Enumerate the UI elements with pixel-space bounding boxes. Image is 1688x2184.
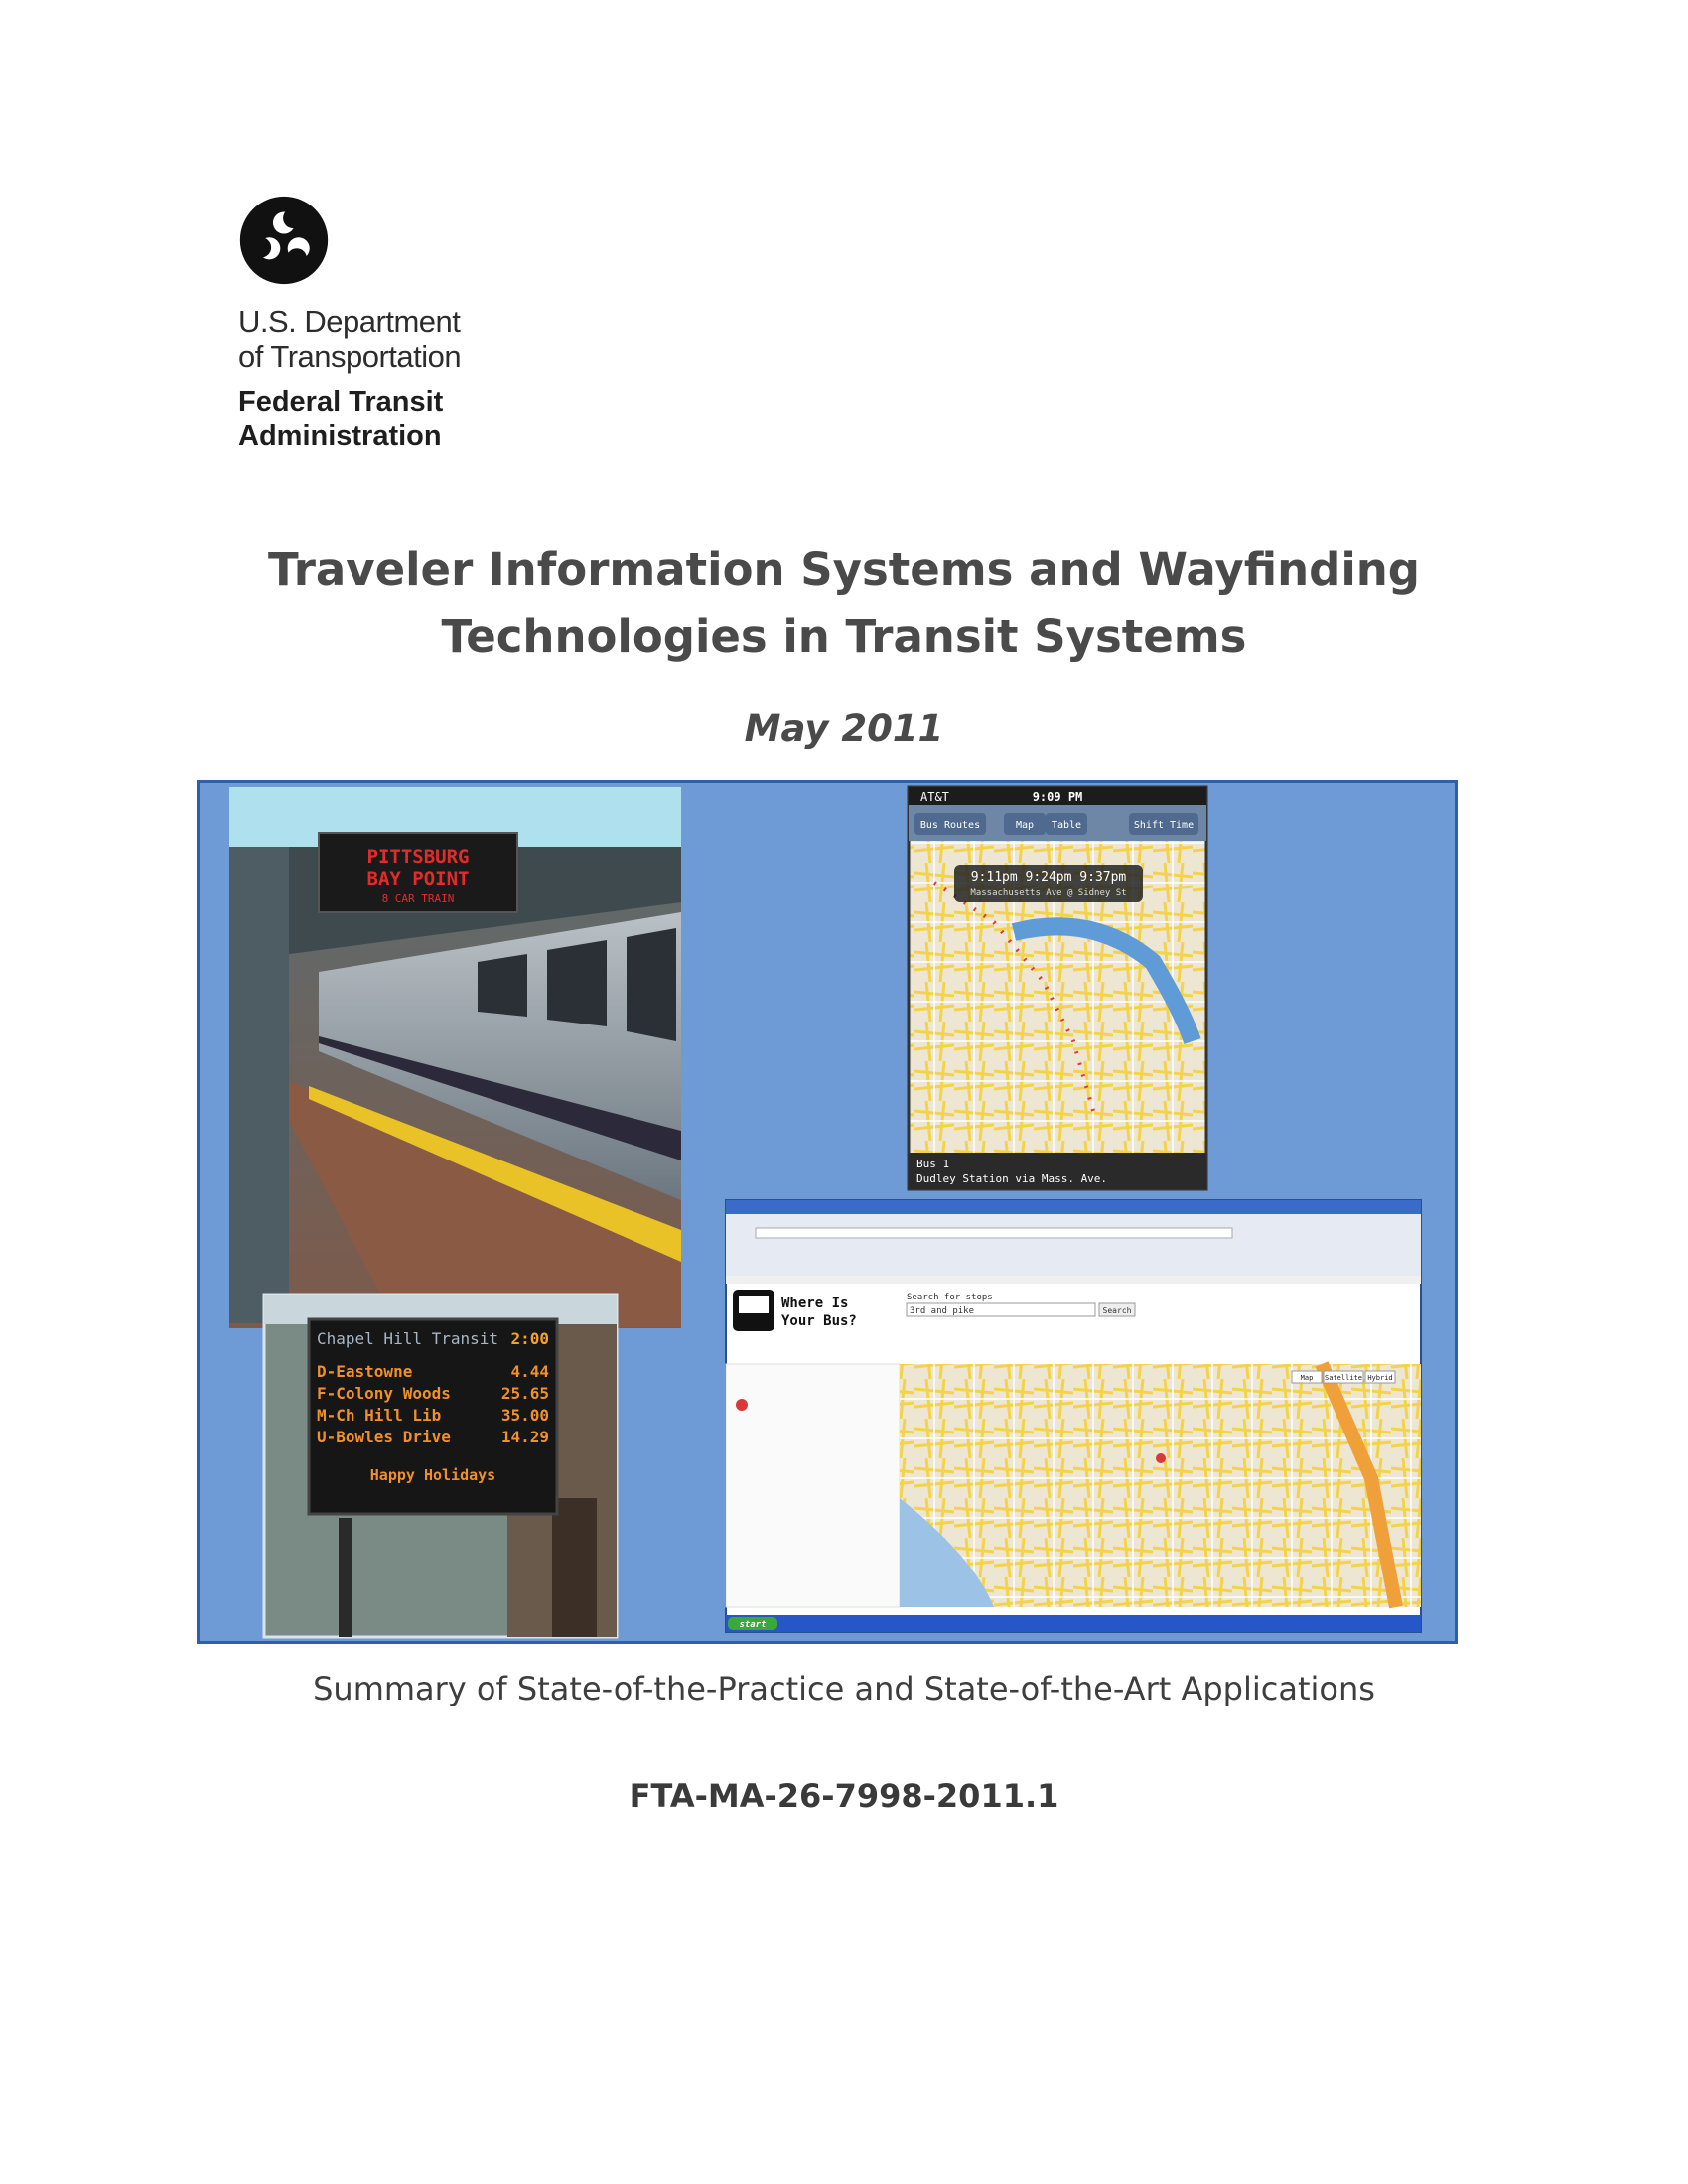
agency-name: [238, 304, 461, 453]
phone-stop-name: Massachusetts Ave @ Sidney St: [970, 888, 1127, 898]
train-sign-line-2: BAY POINT: [366, 868, 470, 889]
train-platform-photo: [229, 787, 681, 1328]
board-footer: Happy Holidays: [369, 1466, 496, 1484]
web-map-btn-satellite: Satellite: [1325, 1374, 1362, 1382]
agency-line-1: U.S. Department: [238, 304, 461, 339]
board-clock: 2:00: [510, 1329, 549, 1348]
phone-btn-map: Map: [1015, 820, 1035, 831]
report-number: FTA-MA-26-7998-2011.1: [629, 1777, 1059, 1815]
report-subtitle: Summary of State-of-the-Practice and State-of-the-Art Applications: [313, 1670, 1375, 1707]
cover-photo-collage: [197, 780, 1458, 1644]
departure-board-photo: [264, 1295, 617, 1637]
train-sign-line-1: PITTSBURG: [366, 846, 470, 868]
title-line-1: Traveler Information Systems and Wayfinding: [267, 543, 1421, 596]
phone-time: 9:09 PM: [1032, 790, 1083, 804]
report-date: May 2011: [744, 707, 944, 750]
report-title: [0, 536, 1688, 671]
web-search-value: 3rd and pike: [910, 1306, 975, 1316]
web-search-label: Search for stops: [907, 1293, 993, 1302]
agency-line-2: of Transportation: [238, 340, 462, 374]
collage-illustration: [200, 783, 1455, 1641]
smartphone-screenshot: [909, 787, 1206, 1189]
agency-line-4: Administration: [238, 420, 442, 452]
dot-logo: [238, 195, 330, 291]
board-row-3-min: 35.00: [500, 1406, 549, 1425]
web-brand-line-1: Where Is: [781, 1296, 849, 1311]
phone-btn-table: Table: [1051, 820, 1082, 831]
board-row-3-dest: M-Ch Hill Lib: [317, 1406, 442, 1425]
phone-btn-shift-time: Shift Time: [1133, 820, 1195, 831]
board-row-4-dest: U-Bowles Drive: [317, 1428, 451, 1446]
phone-carrier: AT&T: [920, 790, 949, 804]
agency-line-3: Federal Transit: [238, 386, 444, 418]
phone-arrival-times: 9:11pm 9:24pm 9:37pm: [970, 870, 1127, 885]
where-is-your-bus-web-screenshot: [726, 1200, 1421, 1632]
web-search-button: Search: [1102, 1306, 1132, 1315]
board-row-1-dest: D-Eastowne: [317, 1362, 413, 1381]
board-row-4-min: 14.29: [500, 1428, 549, 1446]
web-map-btn-hybrid: Hybrid: [1367, 1374, 1393, 1382]
title-line-2: Technologies in Transit Systems: [441, 611, 1247, 663]
phone-route: Bus 1: [916, 1158, 950, 1170]
board-header: Chapel Hill Transit: [317, 1329, 499, 1348]
board-row-2-min: 25.65: [500, 1384, 549, 1403]
phone-route-desc: Dudley Station via Mass. Ave.: [916, 1172, 1108, 1185]
board-row-1-min: 4.44: [510, 1362, 549, 1381]
dot-triskelion-icon: [238, 195, 330, 286]
train-sign-line-3: 8 CAR TRAIN: [381, 892, 455, 905]
taskbar-start: start: [739, 1620, 767, 1630]
phone-btn-bus-routes: Bus Routes: [919, 820, 981, 831]
web-map-btn-map: Map: [1300, 1374, 1314, 1382]
board-row-2-dest: F-Colony Woods: [317, 1384, 451, 1403]
web-brand-line-2: Your Bus?: [781, 1313, 857, 1329]
